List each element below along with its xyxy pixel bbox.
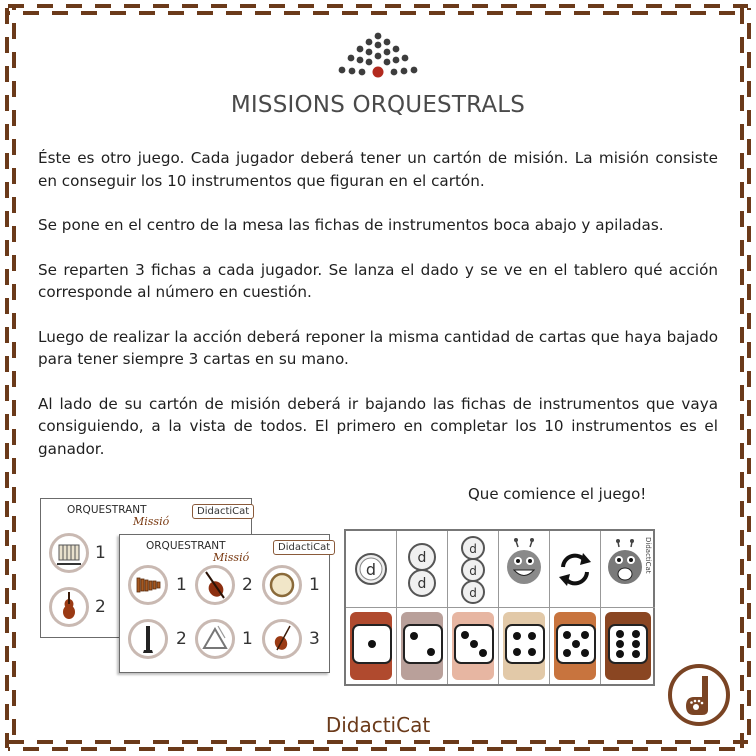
action-cell bbox=[550, 531, 601, 608]
die-pip bbox=[479, 649, 487, 657]
instructions-text bbox=[38, 147, 718, 482]
card-subtitle: Missió bbox=[133, 515, 170, 528]
card-brand: DidactiCat bbox=[273, 540, 335, 555]
die-cell bbox=[499, 608, 550, 684]
die-pip bbox=[427, 648, 435, 656]
die-cell bbox=[601, 608, 655, 684]
card-title: ORQUESTRANT bbox=[67, 504, 147, 516]
die-pip bbox=[563, 649, 571, 657]
paragraph: Luego de realizar la acción deberá reponer la misma cantidad de cartas que haya bajado para tener siempre 3 cartas en su mano. bbox=[38, 327, 718, 368]
cello-icon bbox=[195, 565, 235, 605]
three-tokens-icon bbox=[448, 531, 499, 608]
svg-text:d: d bbox=[417, 576, 427, 592]
two-tokens-icon bbox=[397, 531, 448, 608]
paragraph: Al lado de su cartón de misión deberá ir bajando las fichas de instrumentos que vaya consiguiendo, a la vista de todos. El primero en completar los 10 instrumentos es el ganador. bbox=[38, 394, 718, 458]
die-pip bbox=[528, 632, 536, 640]
violin-icon bbox=[262, 619, 302, 659]
didacticat-logo-icon bbox=[668, 664, 730, 726]
die-pip bbox=[528, 648, 536, 656]
die-pip bbox=[461, 631, 469, 639]
die-face-5-icon bbox=[556, 624, 596, 664]
board-vertical-label: DidactiCat bbox=[644, 537, 652, 574]
die-pip bbox=[616, 650, 624, 658]
die-face-6-icon bbox=[608, 624, 648, 664]
instrument-count: 2 bbox=[242, 575, 253, 595]
die-pip bbox=[581, 649, 589, 657]
instrument-count: 1 bbox=[95, 543, 106, 563]
violin-icon bbox=[49, 587, 89, 627]
svg-text:d: d bbox=[469, 542, 477, 556]
orchestra-logo-icon bbox=[328, 30, 428, 82]
die-pip bbox=[632, 650, 640, 658]
tambourine-icon bbox=[262, 565, 302, 605]
die-pip bbox=[632, 640, 640, 648]
instrument-count: 1 bbox=[309, 575, 320, 595]
mission-card-front bbox=[119, 534, 330, 673]
instrument-count: 1 bbox=[242, 629, 253, 649]
action-cell bbox=[601, 531, 655, 608]
die-pip bbox=[616, 630, 624, 638]
paragraph: Se reparten 3 fichas a cada jugador. Se lanza el dado y se ve en el tablero qué acción corresponde al número en cuestión. bbox=[38, 260, 718, 301]
die-face-3-icon bbox=[454, 624, 494, 664]
die-pip bbox=[632, 630, 640, 638]
die-pip bbox=[410, 632, 418, 640]
svg-text:d: d bbox=[469, 586, 477, 600]
die-pip bbox=[513, 632, 521, 640]
clarinet-icon bbox=[128, 619, 168, 659]
die-cell bbox=[397, 608, 448, 684]
marimba-icon bbox=[128, 565, 168, 605]
card-brand: DidactiCat bbox=[192, 504, 254, 519]
die-cell bbox=[448, 608, 499, 684]
die-cell bbox=[346, 608, 397, 684]
die-cell bbox=[550, 608, 601, 684]
instrument-count: 2 bbox=[95, 597, 106, 617]
instrument-count: 2 bbox=[176, 629, 187, 649]
action-cell bbox=[397, 531, 448, 608]
xylophone-icon bbox=[49, 533, 89, 573]
instrument-count: 1 bbox=[176, 575, 187, 595]
footer-brand: DidactiCat bbox=[325, 713, 431, 737]
die-pip bbox=[513, 648, 521, 656]
triangle-icon bbox=[195, 619, 235, 659]
card-subtitle: Missió bbox=[213, 551, 250, 564]
call-to-action-text: Que comience el juego! bbox=[468, 485, 647, 503]
page-title: MISSIONS ORQUESTRALS bbox=[230, 92, 526, 118]
die-face-1-icon bbox=[352, 624, 392, 664]
action-cell bbox=[346, 531, 397, 608]
action-cell bbox=[499, 531, 550, 608]
svg-text:d: d bbox=[469, 564, 477, 578]
paragraph: Se pone en el centro de la mesa las fichas de instrumentos boca abajo y apiladas. bbox=[38, 216, 664, 234]
one-token-icon bbox=[346, 531, 397, 608]
die-pip bbox=[572, 640, 580, 648]
card-title: ORQUESTRANT bbox=[146, 540, 226, 552]
svg-text:d: d bbox=[417, 550, 427, 566]
die-face-4-icon bbox=[505, 624, 545, 664]
svg-text:d: d bbox=[365, 560, 377, 579]
die-pip bbox=[563, 631, 571, 639]
die-pip bbox=[368, 640, 376, 648]
swap-arrows-icon bbox=[550, 531, 601, 608]
paragraph: Éste es otro juego. Cada jugador deberá tener un cartón de misión. La misión consiste en conseguir los 10 instrumentos que figuran en el cartón. bbox=[38, 149, 718, 190]
happy-robot-icon bbox=[499, 531, 550, 608]
action-cell bbox=[448, 531, 499, 608]
die-pip bbox=[470, 640, 478, 648]
die-face-2-icon bbox=[403, 624, 443, 664]
instrument-count: 3 bbox=[309, 629, 320, 649]
action-board bbox=[344, 529, 655, 686]
die-pip bbox=[581, 631, 589, 639]
die-pip bbox=[616, 640, 624, 648]
